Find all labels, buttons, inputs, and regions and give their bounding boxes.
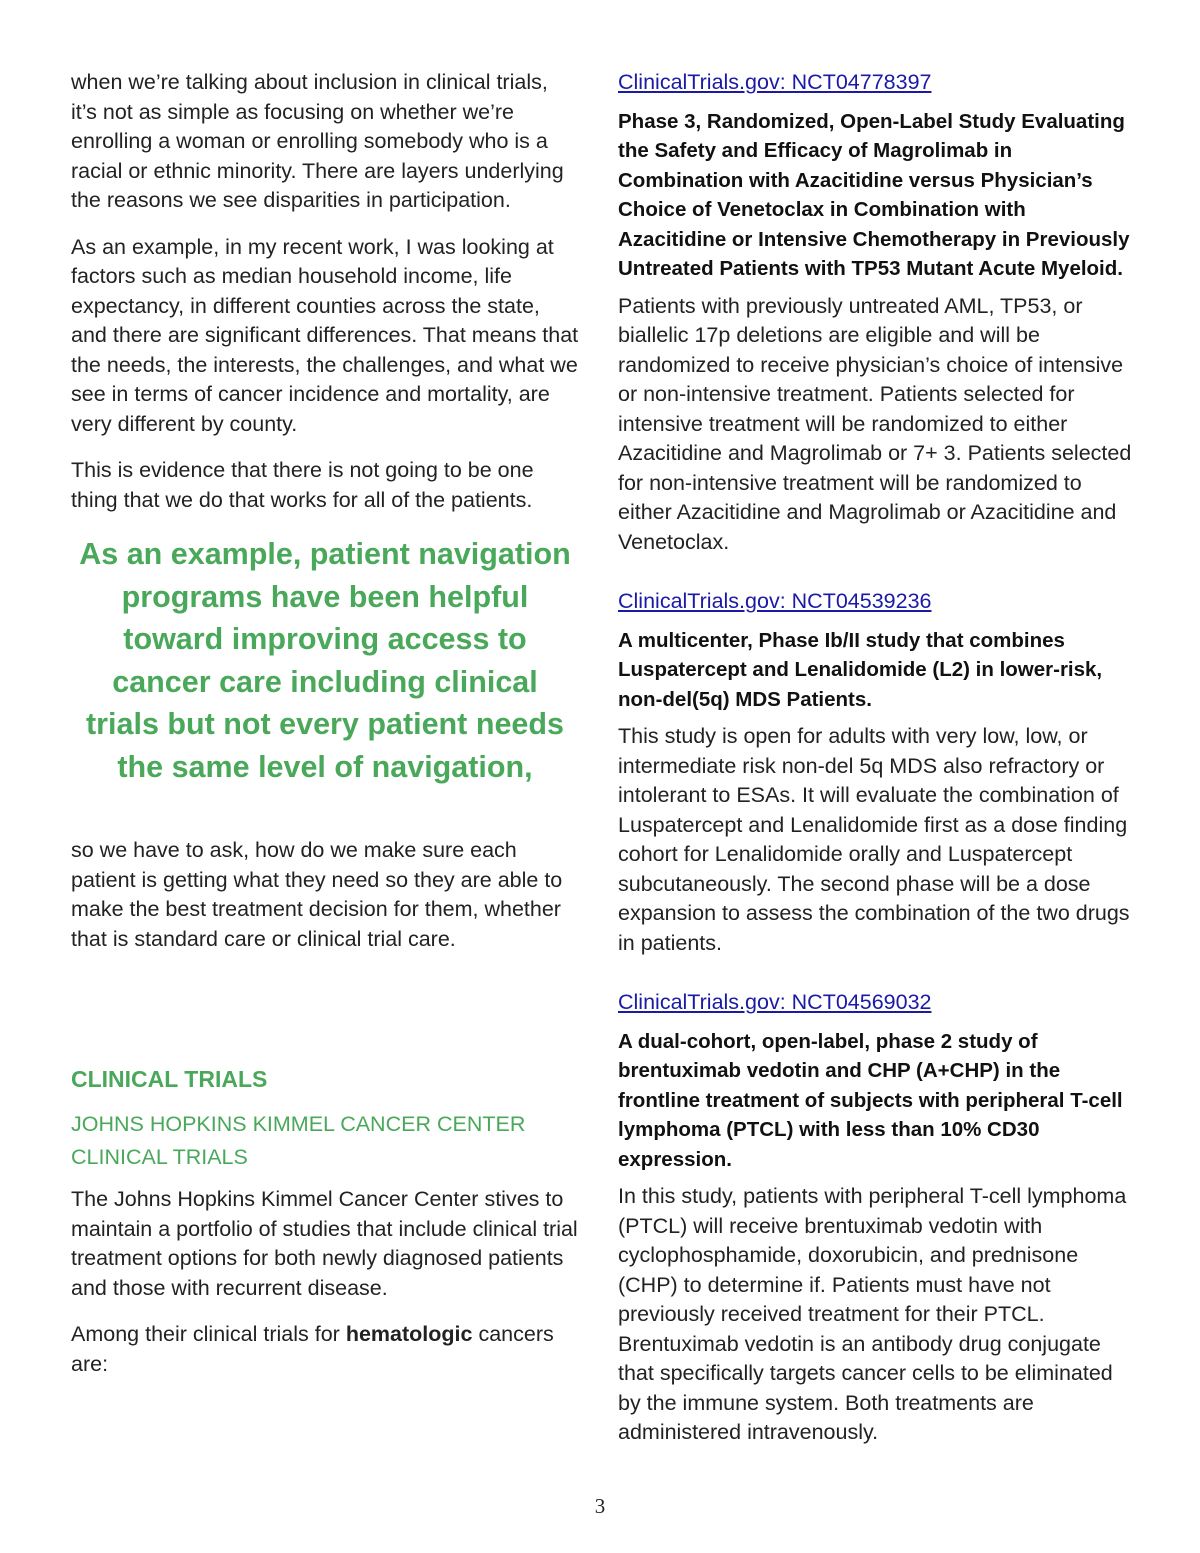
- among-suffix: cancers are:: [71, 1322, 554, 1376]
- example-paragraph: As an example, in my recent work, I was looking at factors such as median household income, life expectancy, in different counties across the state, and there are significant differences. That means that the needs, the interests, the challenges, and what we see in terms of cancer incidence and mortality, are very different by county.: [71, 234, 579, 436]
- cancer-center-paragraph: The Johns Hopkins Kimmel Cancer Center stives to maintain a portfolio of studies that include clinical trial treatment options for both newly diagnosed patients and those with recurrent disease.: [71, 1187, 578, 1300]
- left-column: [71, 68, 579, 1396]
- trial-entry: [618, 587, 1138, 958]
- page-number: 3: [594, 1494, 606, 1518]
- trial-link[interactable]: ClinicalTrials.gov: NCT04778397: [618, 70, 932, 94]
- sub-heading-line2: CLINICAL TRIALS: [71, 1145, 248, 1169]
- trial-description: This study is open for adults with very low, low, or intermediate risk non-del 5q MDS also refractory or intolerant to ESAs. It will evaluate the combination of Luspatercept and Lenalidomide first as a dose finding cohort for Lenalidomide orally and Luspatercept subcutaneously. The second phase will be a dose expansion to assess the combination of the two drugs in patients.: [618, 724, 1130, 955]
- intro-paragraph: when we’re talking about inclusion in clinical trials, it’s not as simple as focusing on whether we’re enrolling a woman or enrolling somebody who is a racial or ethnic minority. There are layers underlying the reasons we see disparities in participation.: [71, 70, 564, 212]
- trial-title: A multicenter, Phase Ib/II study that combines Luspatercept and Lenalidomide (L2) in lower-risk, non-del(5q) MDS Patients.: [618, 628, 1103, 711]
- sub-heading-line1: JOHNS HOPKINS KIMMEL CANCER CENTER: [71, 1112, 526, 1136]
- evidence-paragraph: This is evidence that there is not going to be one thing that we do that works for all of the patients.: [71, 458, 534, 512]
- right-column: [618, 68, 1138, 1478]
- trial-title: Phase 3, Randomized, Open-Label Study Evaluating the Safety and Efficacy of Magrolimab in Combination with Azacitidine versus Physician’s Choice of Venetoclax in Combination with Azacitidine or Intensive Chemotherapy in Previously Untreated Patients with TP53 Mutant Acute Myeloid.: [618, 109, 1130, 280]
- trial-link[interactable]: ClinicalTrials.gov: NCT04569032: [618, 990, 932, 1014]
- trial-description: Patients with previously untreated AML, TP53, or biallelic 17p deletions are eligible and will be randomized to receive physician’s choice of intensive or non-intensive treatment. Patients selected for intensive treatment will be randomized to either Azacitidine and Magrolimab or 7+ 3. Patients selected for non-intensive treatment will be randomized to either Azacitidine and Magrolimab or Azacitidine and Venetoclax.: [618, 293, 1132, 554]
- section-heading: CLINICAL TRIALS: [71, 1066, 268, 1092]
- trial-entry: [618, 68, 1138, 557]
- among-prefix: Among their clinical trials for: [71, 1322, 346, 1346]
- among-bold: hematologic: [345, 1322, 473, 1346]
- trial-link[interactable]: ClinicalTrials.gov: NCT04539236: [618, 589, 932, 613]
- after-quote-paragraph: so we have to ask, how do we make sure each patient is getting what they need so they are able to make the best treatment decision for them, whether that is standard care or clinical trial care.: [71, 838, 563, 951]
- pull-quote: As an example, patient navigation programs have been helpful toward improving access to cancer care including clinical trials but not every patient needs the same level of navigation,: [79, 537, 571, 784]
- trial-description: In this study, patients with peripheral T-cell lymphoma (PTCL) will receive brentuximab vedotin with cyclophosphamide, doxorubicin, and prednisone (CHP) to determine if. Patients must have not previously received treatment for their PTCL. Brentuximab vedotin is an antibody drug conjugate that specifically targets cancer cells to be eliminated by the immune system. Both treatments are administered intravenously.: [618, 1184, 1127, 1444]
- trial-title: A dual-cohort, open-label, phase 2 study of brentuximab vedotin and CHP (A+CHP) in the frontline treatment of subjects with peripheral T-cell lymphoma (PTCL) with less than 10% CD30 expression.: [618, 1029, 1123, 1171]
- trial-entry: [618, 988, 1138, 1448]
- sub-heading: [71, 1108, 579, 1174]
- among-paragraph: [71, 1320, 579, 1379]
